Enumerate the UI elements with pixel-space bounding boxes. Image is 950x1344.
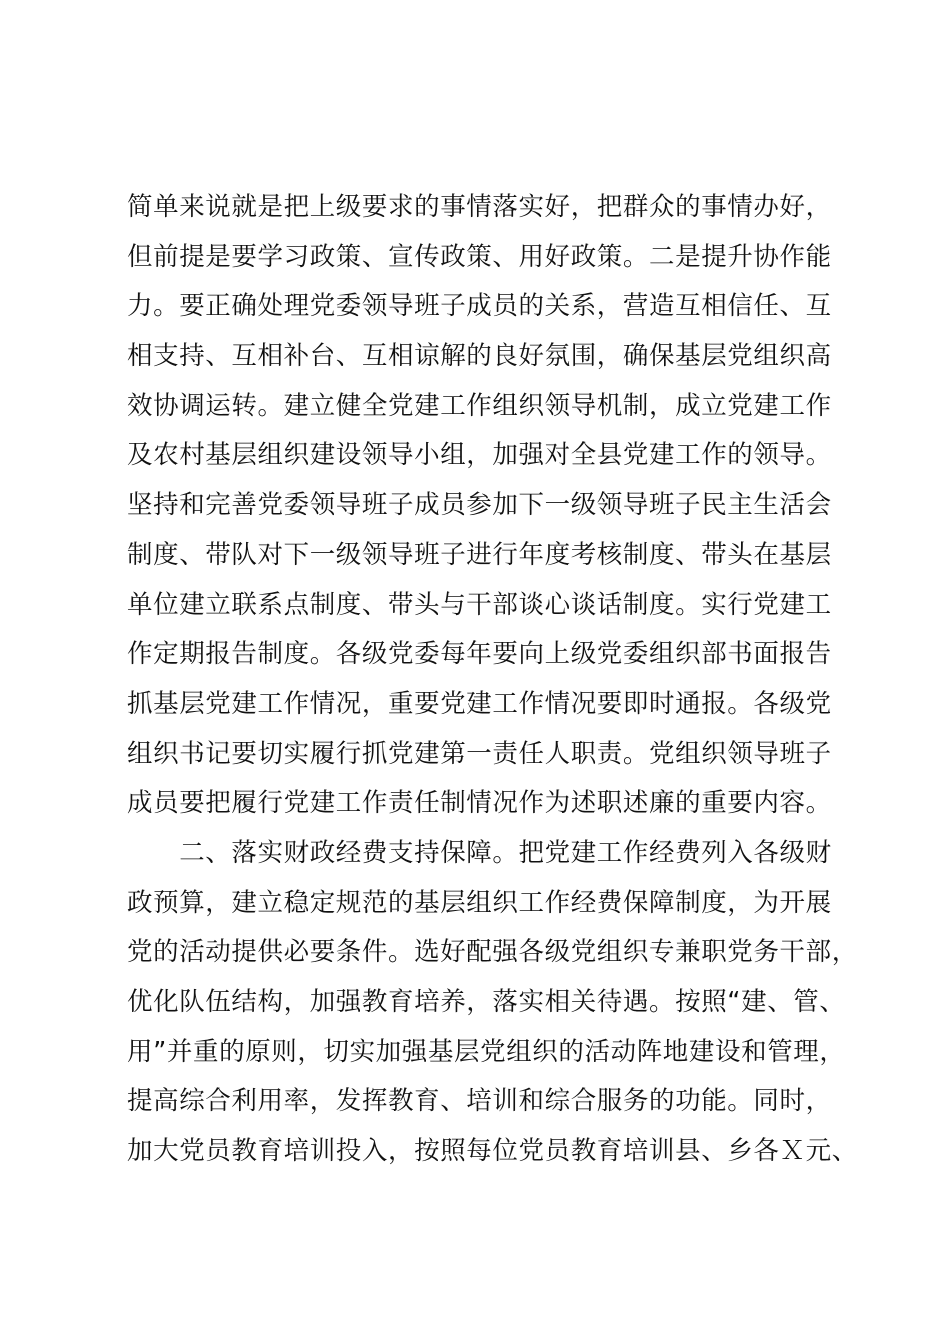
text-line: 政预算，建立稳定规范的基层组织工作经费保障制度，为开展 [127,887,832,918]
paragraph-start-line: 二、落实财政经费支持保障。把党建工作经费列入各级财 [127,837,832,868]
text-line: 制度、带队对下一级领导班子进行年度考核制度、带头在基层 [127,539,832,570]
text-line: 效协调运转。建立健全党建工作组织领导机制，成立党建工作 [127,390,832,421]
text-line: 力。要正确处理党委领导班子成员的关系，营造互相信任、互 [127,291,832,322]
text-line: 单位建立联系点制度、带头与干部谈心谈话制度。实行党建工 [127,589,832,620]
text-line: 相支持、互相补台、互相谅解的良好氛围，确保基层党组织高 [127,341,832,372]
text-line: 及农村基层组织建设领导小组，加强对全县党建工作的领导。 [127,440,832,471]
text-line: 抓基层党建工作情况，重要党建工作情况要即时通报。各级党 [127,688,832,719]
text-line: 提高综合利用率，发挥教育、培训和综合服务的功能。同时， [127,1086,832,1117]
text-line: 坚持和完善党委领导班子成员参加下一级领导班子民主生活会 [127,490,832,521]
body-text [127,183,857,1177]
text-line: 简单来说就是把上级要求的事情落实好，把群众的事情办好， [127,192,832,222]
text-line: 用”并重的原则，切实加强基层党组织的活动阵地建设和管理， [127,1036,846,1067]
text-line: 组织书记要切实履行抓党建第一责任人职责。党组织领导班子 [127,738,832,769]
text-line: 优化队伍结构，加强教育培养，落实相关待遇。按照“建、管、 [127,987,846,1017]
text-line: 作定期报告制度。各级党委每年要向上级党委组织部书面报告 [127,639,832,670]
text-line: 党的活动提供必要条件。选好配强各级党组织专兼职党务干部， [127,937,858,968]
text-line: 加大党员教育培训投入，按照每位党员教育培训县、乡各Ｘ元、 [127,1136,858,1167]
text-line: 成员要把履行党建工作责任制情况作为述职述廉的重要内容。 [127,788,832,819]
text-line: 但前提是要学习政策、宣传政策、用好政策。二是提升协作能 [127,241,832,272]
